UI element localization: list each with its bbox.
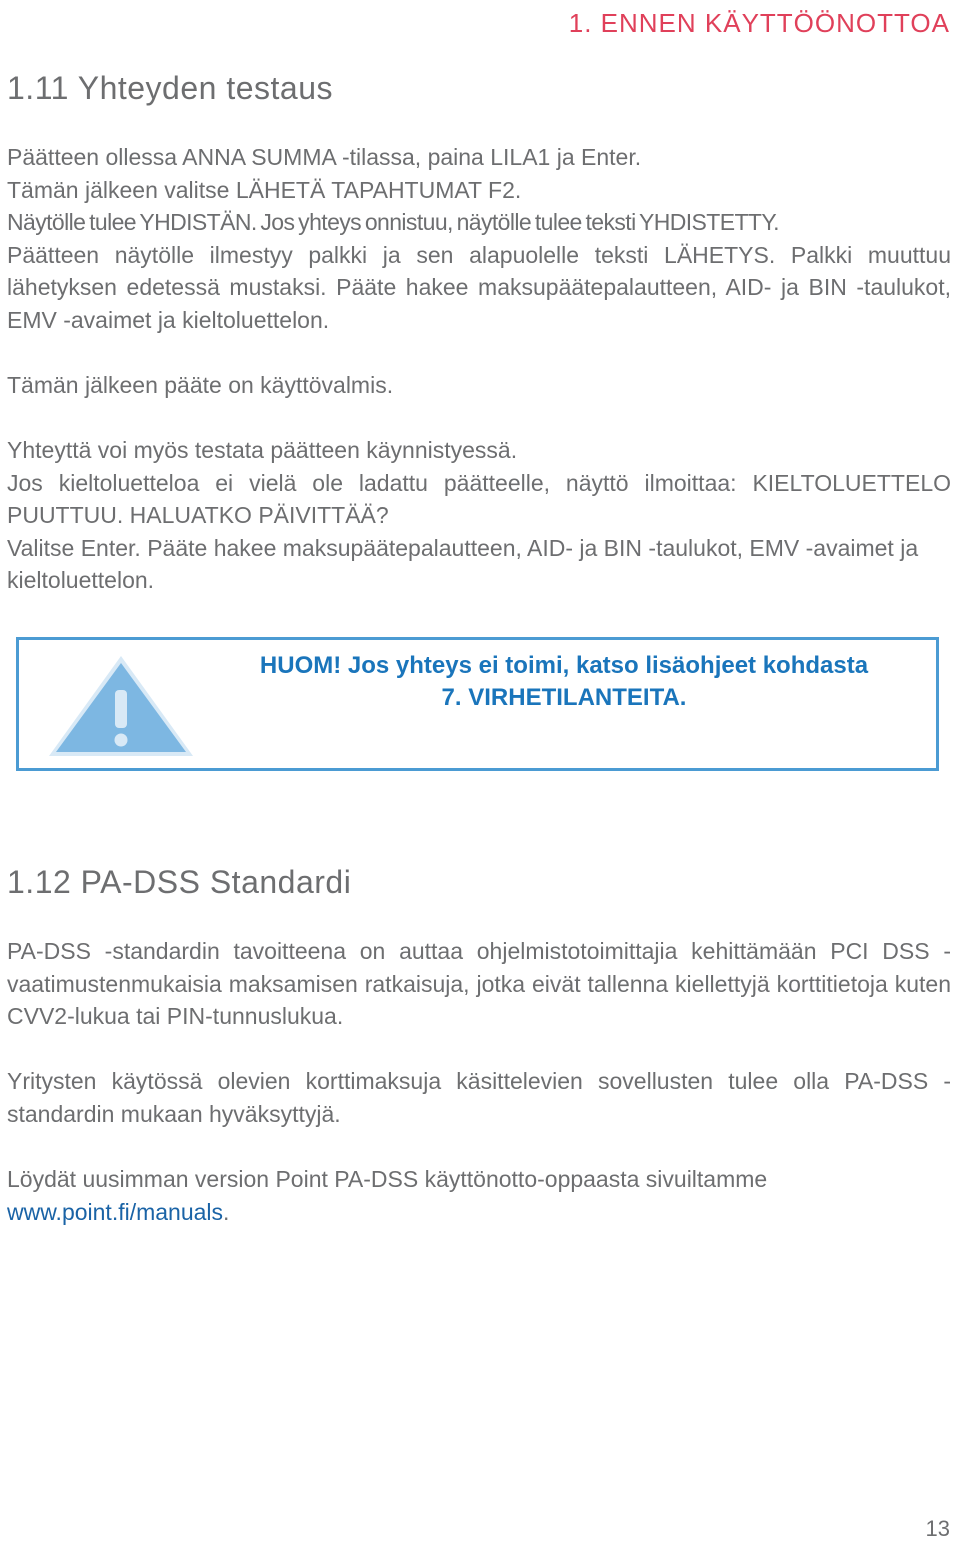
para-line: Tämän jälkeen valitse LÄHETÄ TAPAHTUMAT F2. xyxy=(7,176,522,203)
manuals-link[interactable]: www.point.fi/manuals xyxy=(7,1198,224,1225)
para3-text: Löydät uusimman version Point PA-DSS käyttönotto-oppaasta sivuiltamme xyxy=(7,1166,768,1192)
page-number: 13 xyxy=(925,1516,950,1541)
para-line xyxy=(7,1163,951,1228)
warning-notice-box xyxy=(16,637,939,771)
notice-line2: 7. VIRHETILANTEITA. xyxy=(441,684,687,711)
para-line: Yritysten käytössä olevien korttimaksuja käsittelevien sovellusten tulee olla PA-DSS -standardin mukaan hyväksyttyjä. xyxy=(7,1068,951,1127)
section-1-12-para1 xyxy=(7,935,951,1033)
section-title-pa-dss-standardi: 1.12 PA-DSS Standardi xyxy=(7,864,352,900)
para-line: Päätteen ollessa ANNA SUMMA -tilassa, paina LILA1 ja Enter. xyxy=(7,144,642,170)
section-title-yhteyden-testaus: 1.11 Yhteyden testaus xyxy=(7,70,333,106)
para-line: Jos kieltoluetteloa ei vielä ole ladattu päätteelle, näyttö ilmoittaa: KIELTOLUETTELO PUUTTUU. HALUATKO PÄIVITTÄÄ? xyxy=(7,469,951,529)
para-line: PA-DSS -standardin tavoitteena on auttaa ohjelmistotoimittajia kehittämään PCI DSS -vaatimustenmukaisia maksamisen ratkaisuja, jotka eivät tallenna kiellettyjä korttitietoja kuten CVV2-lukua tai PIN-tunnuslukua. xyxy=(7,938,951,1030)
section-1-11-para3 xyxy=(7,434,951,597)
warning-triangle-icon xyxy=(45,650,197,762)
para-line: Valitse Enter. Pääte hakee maksupäätepalautteen, AID- ja BIN -taulukot, EMV -avaimet ja kieltoluettelon. xyxy=(7,534,919,594)
section-1-12-para3 xyxy=(7,1163,951,1228)
chapter-header: 1. ENNEN KÄYTTÖÖNOTTOA xyxy=(568,8,950,38)
notice-line1: HUOM! Jos yhteys ei toimi, katso lisäohjeet kohdasta xyxy=(259,652,869,679)
section-1-12-para2 xyxy=(7,1065,951,1130)
para-line: Näytölle tulee YHDISTÄN. Jos yhteys onnistuu, näytölle tulee teksti YHDISTETTY. xyxy=(7,209,779,236)
notice-text xyxy=(199,650,929,714)
para3-end: . xyxy=(223,1198,230,1225)
para-line: Päätteen näytölle ilmestyy palkki ja sen alapuolelle teksti LÄHETYS. Palkki muuttuu lähetyksen edetessä mustaksi. Pääte hakee maksupäätepalautteen, AID- ja BIN -taulukot, EMV -avaimet ja kieltoluettelon. xyxy=(7,241,951,333)
para-line: Tämän jälkeen pääte on käyttövalmis. xyxy=(7,372,394,398)
para-line: Yhteyttä voi myös testata päätteen käynnistyessä. xyxy=(7,437,518,463)
section-1-11-para1 xyxy=(7,141,951,337)
section-1-11-para2 xyxy=(7,369,951,402)
